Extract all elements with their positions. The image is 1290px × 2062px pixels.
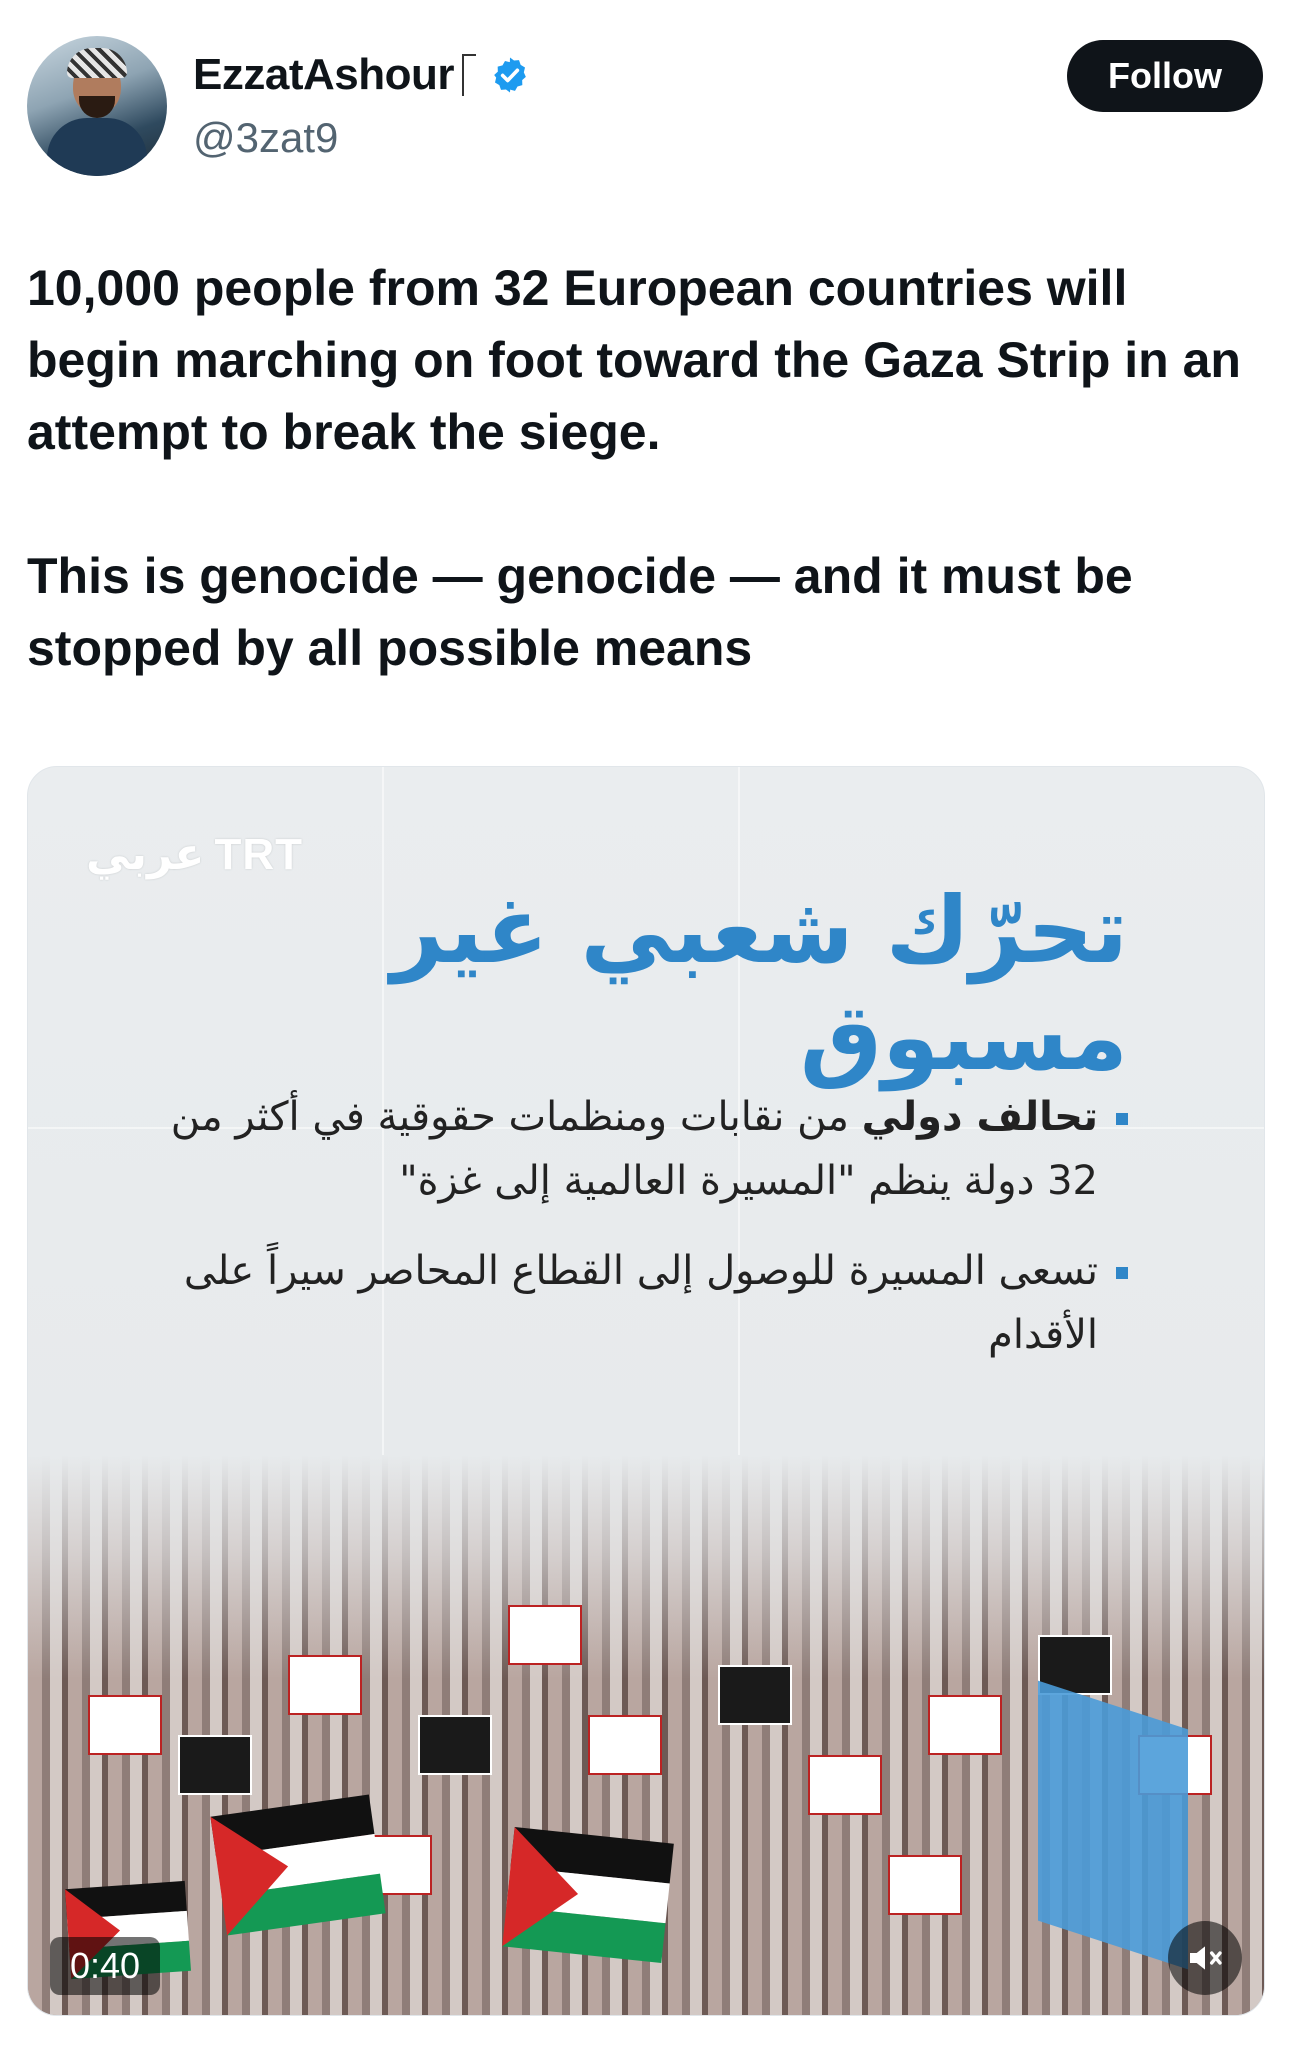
mute-button[interactable] xyxy=(1168,1921,1242,1995)
tweet-paragraph: 10,000 people from 32 European countries will begin marching on foot toward the Gaza Strip in an attempt to break the siege. xyxy=(27,260,1241,460)
protest-sign xyxy=(588,1715,662,1775)
bullet-bold: تحالف دولي xyxy=(861,1094,1098,1140)
avatar[interactable] xyxy=(27,36,167,176)
palestine-flag xyxy=(210,1794,385,1935)
bullet-text: تسعى المسيرة للوصول إلى القطاع المحاصر سيراً على الأقدام xyxy=(183,1248,1098,1358)
follow-button[interactable]: Follow xyxy=(1067,40,1263,112)
protest-sign xyxy=(928,1695,1002,1755)
author-name-row[interactable] xyxy=(193,50,530,100)
author-handle[interactable]: @3zat9 xyxy=(193,114,339,161)
trt-logo xyxy=(86,829,303,880)
protest-sign xyxy=(888,1855,962,1915)
crowd-image xyxy=(28,1455,1264,2015)
palestine-flag xyxy=(502,1827,674,1963)
trt-logo-text: TRT xyxy=(214,830,303,879)
verified-badge-icon xyxy=(490,55,530,95)
flag-emoji-icon xyxy=(462,54,476,96)
video-duration: 0:40 xyxy=(50,1937,160,1995)
tweet-paragraph: This is genocide — genocide — and it must be stopped by all possible means xyxy=(27,548,1133,676)
video-bullets xyxy=(128,1085,1128,1393)
speaker-muted-icon xyxy=(1185,1938,1225,1978)
protest-sign xyxy=(88,1695,162,1755)
author-display-name[interactable]: EzzatAshour xyxy=(193,50,454,99)
video-headline: تحرّك شعبي غير مسبوق xyxy=(390,877,1128,1091)
video-bullet xyxy=(128,1085,1128,1213)
video-bullet xyxy=(128,1239,1128,1367)
protest-sign xyxy=(418,1715,492,1775)
bullet-text: من نقابات ومنظمات حقوقية في أكثر من 32 دولة ينظم "المسيرة العالمية إلى غزة" xyxy=(170,1094,1098,1204)
protest-sign xyxy=(718,1665,792,1725)
protest-sign xyxy=(508,1605,582,1665)
trt-logo-arabic: عربي xyxy=(86,830,205,879)
un-flag xyxy=(1038,1681,1188,1970)
tweet-text xyxy=(27,252,1263,684)
protest-sign xyxy=(808,1755,882,1815)
protest-sign xyxy=(178,1735,252,1795)
protest-sign xyxy=(288,1655,362,1715)
tweet-header xyxy=(27,36,1263,176)
video-player[interactable] xyxy=(27,766,1265,2016)
